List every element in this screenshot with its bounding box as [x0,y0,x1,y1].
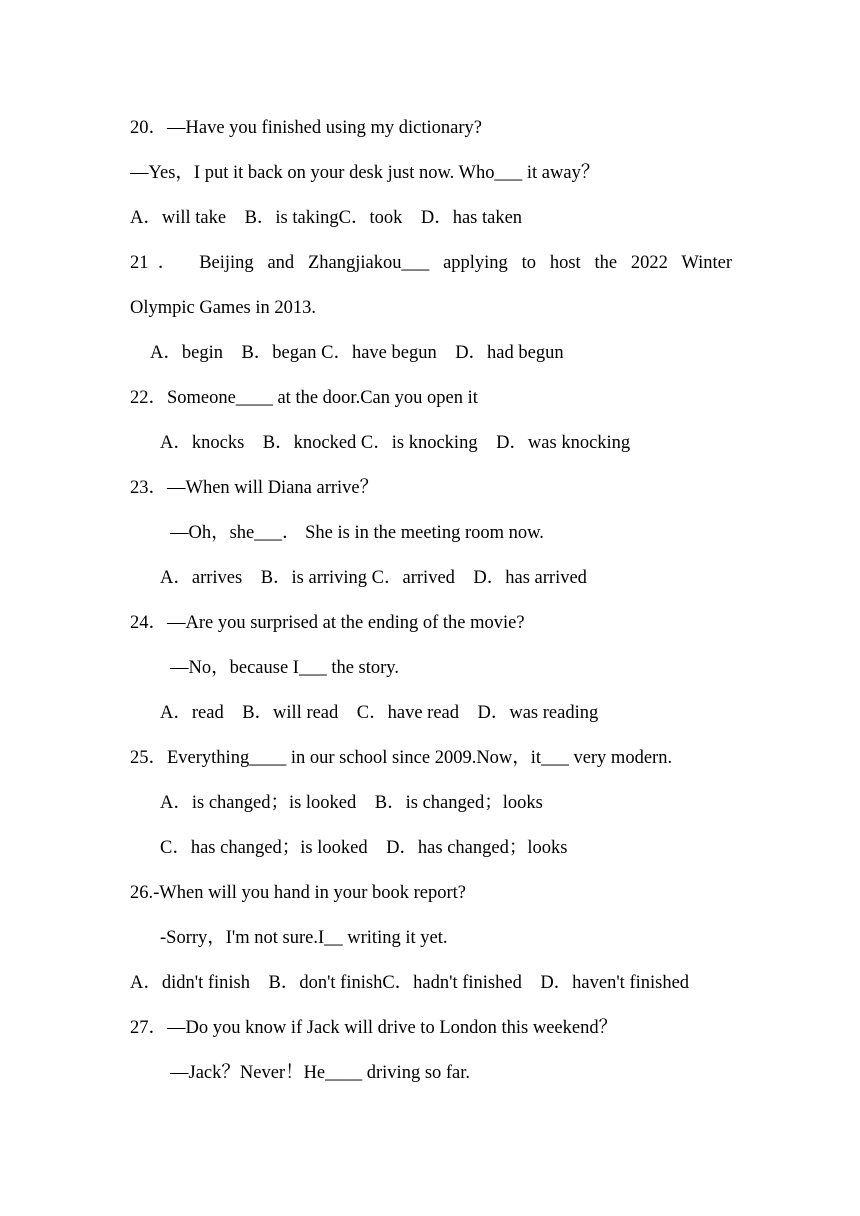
question-24-options: A．read B．will read C．have read D．was reading [160,703,599,723]
question-22-stem: 22．Someone____ at the door.Can you open it [130,388,478,408]
question-21-stem: 21． Beijing and Zhangjiakou___ applying to host the 2022 Winter [130,253,732,273]
question-24-stem: 24．—Are you surprised at the ending of the movie? [130,613,525,633]
question-20-stem: 20．—Have you finished using my dictionary? [130,118,482,138]
question-26-options: A．didn't finish B．don't finishC．hadn't finished D．haven't finished [130,973,690,993]
question-26-response: -Sorry，I'm not sure.I__ writing it yet. [160,928,448,948]
question-21-stem-continued: Olympic Games in 2013. [130,298,317,318]
question-27-response: —Jack？Never！He____ driving so far. [170,1063,471,1083]
question-20-options: A．will take B．is takingC．took D．has taken [130,208,523,228]
question-20-response: —Yes，I put it back on your desk just now. Who___ it away？ [130,163,600,183]
question-22-options: A．knocks B．knocked C．is knocking D．was knocking [160,433,631,453]
question-24-response: —No，because I___ the story. [170,658,399,678]
question-21-options: A．begin B．began C．have begun D．had begun [150,343,564,363]
question-26-stem: 26.-When will you hand in your book report? [130,883,467,903]
question-25-options-ab: A．is changed；is looked B．is changed；looks [160,793,543,813]
question-25-options-cd: C．has changed；is looked D．has changed；looks [160,838,568,858]
question-25-stem: 25．Everything____ in our school since 2009.Now，it___ very modern. [130,748,673,768]
question-23-stem: 23．—When will Diana arrive？ [130,478,379,498]
question-27-stem: 27．—Do you know if Jack will drive to London this weekend？ [130,1018,618,1038]
question-23-response: —Oh，she___． She is in the meeting room now. [170,523,544,543]
question-23-options: A．arrives B．is arriving C．arrived D．has arrived [160,568,587,588]
